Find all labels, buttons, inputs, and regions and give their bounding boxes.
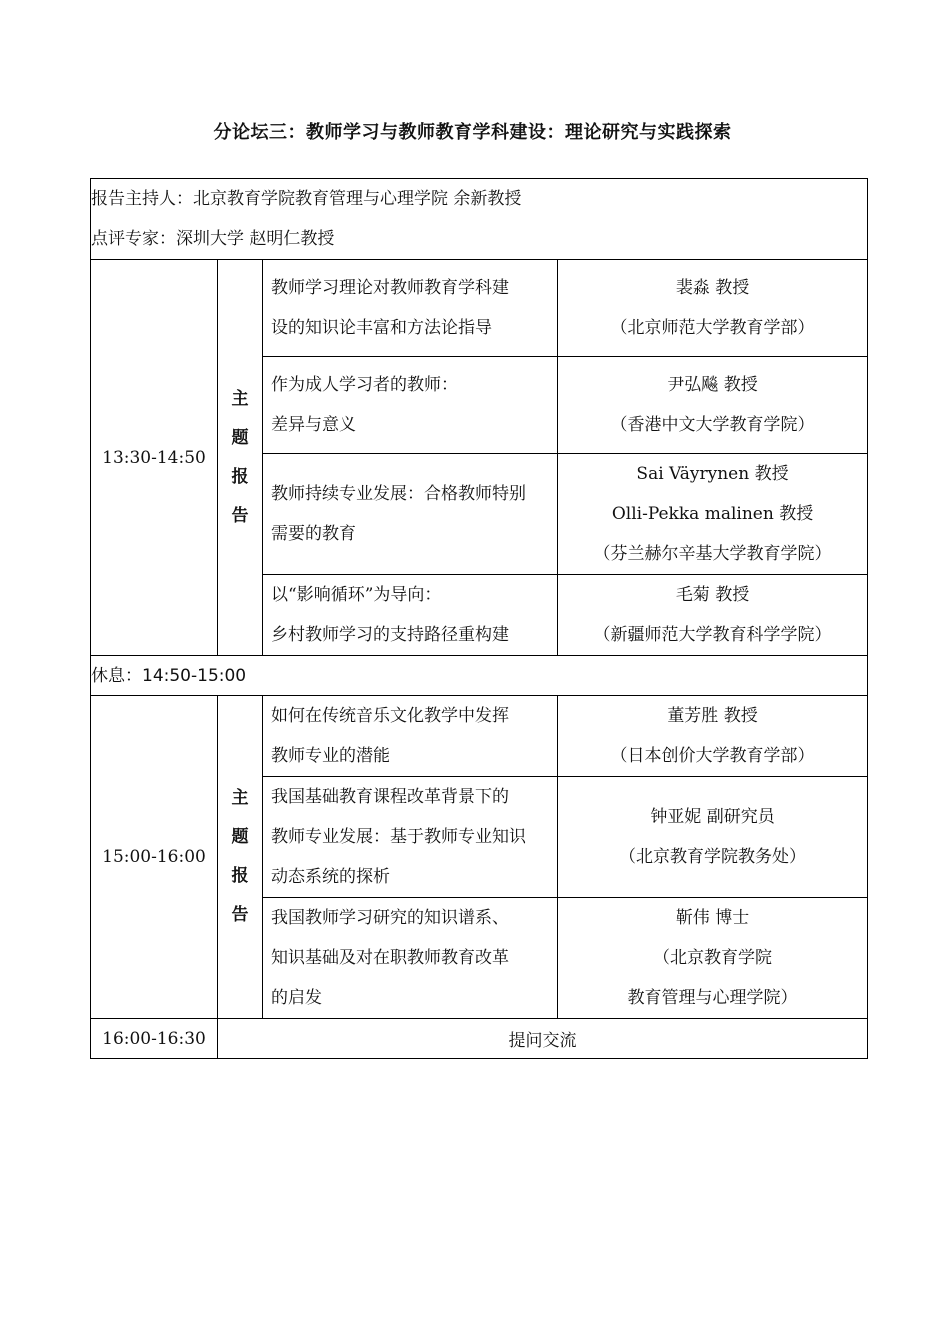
talk-speaker: 钟亚妮 副研究员 （北京教育学院教务处）	[558, 777, 868, 898]
session1-label: 主 题 报 告	[218, 260, 263, 656]
table-row	[91, 696, 868, 777]
talk-topic: 教师持续专业发展：合格教师特别 需要的教育	[263, 454, 558, 575]
talk-topic: 如何在传统音乐文化教学中发挥 教师专业的潜能	[263, 696, 558, 777]
talk-topic: 我国基础教育课程改革背景下的 教师专业发展：基于教师专业知识 动态系统的探析	[263, 777, 558, 898]
talk-topic: 我国教师学习研究的知识谱系、 知识基础及对在职教师教育改革 的启发	[263, 898, 558, 1019]
session2-label: 主 题 报 告	[218, 696, 263, 1019]
reviewer-text: 点评专家：深圳大学 赵明仁教授	[91, 229, 335, 249]
agenda-table	[90, 178, 868, 1059]
host-row	[91, 179, 868, 260]
talk-speaker: 靳伟 博士 （北京教育学院 教育管理与心理学院）	[558, 898, 868, 1019]
qa-label: 提问交流	[218, 1019, 868, 1059]
talk-topic: 以“影响循环”为导向： 乡村教师学习的支持路径重构建	[263, 575, 558, 656]
break-row	[91, 656, 868, 696]
talk-topic: 教师学习理论对教师教育学科建 设的知识论丰富和方法论指导	[263, 260, 558, 357]
host-text: 报告主持人：北京教育学院教育管理与心理学院 余新教授	[91, 189, 522, 209]
qa-time: 16:00-16:30	[91, 1019, 218, 1059]
table-row	[91, 260, 868, 357]
talk-speaker: Sai Väyrynen 教授 Olli-Pekka malinen 教授 （芬兰赫尔辛基大学教育学院）	[558, 454, 868, 575]
talk-speaker: 尹弘飚 教授 （香港中文大学教育学院）	[558, 357, 868, 454]
talk-topic: 作为成人学习者的教师： 差异与意义	[263, 357, 558, 454]
page-title: 分论坛三：教师学习与教师教育学科建设：理论研究与实践探索	[213, 122, 732, 143]
talk-speaker: 裴淼 教授 （北京师范大学教育学部）	[558, 260, 868, 357]
break-text: 休息：14:50-15:00	[91, 656, 868, 696]
talk-speaker: 董芳胜 教授 （日本创价大学教育学部）	[558, 696, 868, 777]
qa-row	[91, 1019, 868, 1059]
talk-speaker: 毛菊 教授 （新疆师范大学教育科学学院）	[558, 575, 868, 656]
session1-time: 13:30-14:50	[91, 260, 218, 656]
session2-time: 15:00-16:00	[91, 696, 218, 1019]
